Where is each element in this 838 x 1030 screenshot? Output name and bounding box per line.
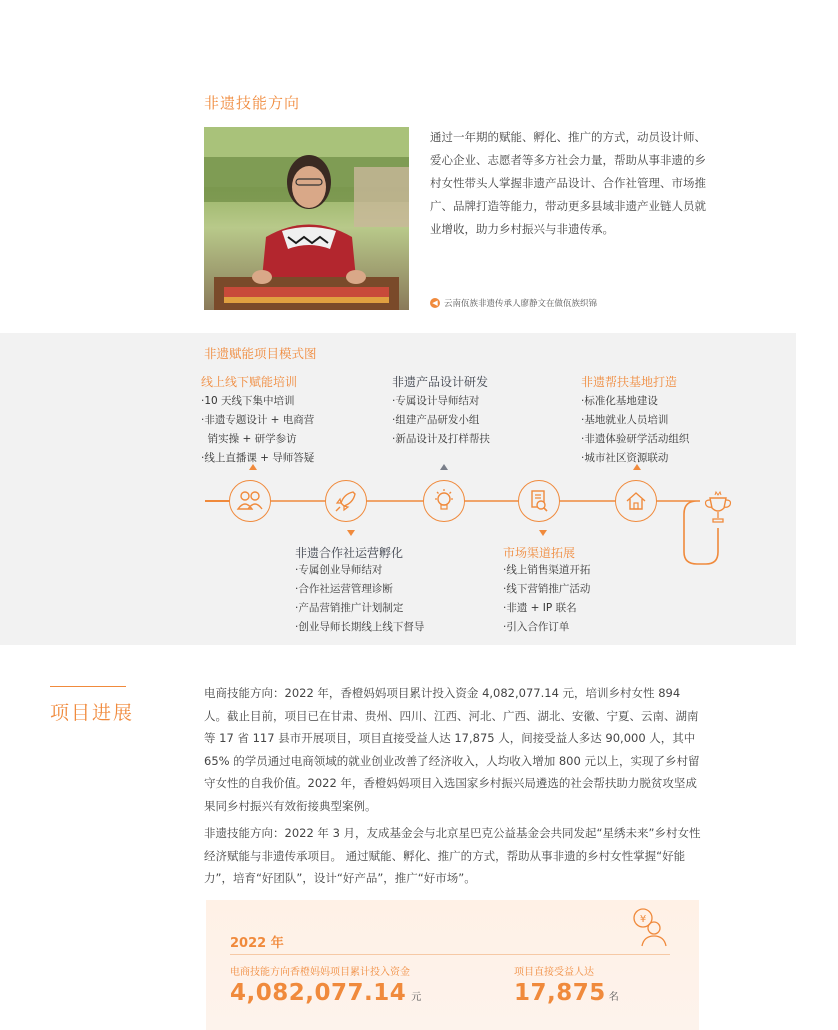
group-coop-title: 非遗合作社运营孵化 xyxy=(295,546,404,560)
group-training-list xyxy=(201,392,314,468)
svg-text:¥: ¥ xyxy=(639,914,647,925)
stat-investment-value: 4,082,077.14 xyxy=(230,980,407,1006)
list-item: ·非遗 + IP 联名 xyxy=(503,602,577,614)
progress-paragraph-heritage: 非遗技能方向：2022 年 3 月，友成基金会与北京星巴克公益基金会共同发起“星绣未来”乡村女性经济赋能与非遗传承项目。 通过赋能、孵化、推广的方式，帮助从事非遗的乡村女性掌握“好能力”，培育“好团队”，设计“好产品”，推广“好市场”。 xyxy=(204,826,701,885)
home-icon xyxy=(616,481,656,521)
step-base xyxy=(615,480,657,522)
progress-title: 项目进展 xyxy=(50,702,135,724)
step-market xyxy=(518,480,560,522)
progress-paragraph-ecommerce: 电商技能方向：2022 年，香橙妈妈项目累计投入资金 4,082,077.14 元，培训乡村女性 894 人。截止目前，项目已在甘肃、贵州、四川、江西、河北、广西、湖北、安徽、宁夏、云南、湖南等 17 省 117 县市开展项目，项目直接受益人达 17,875 人，间接受益人多达 90,000 人，其中 65% 的学员通过电商领域的就业创业改善了经济收入，人均收入增加 800 元以上，实现了乡村留守女性的自我价值。2022 年，香橙妈妈项目入选国家乡村振兴局遴选的社会帮扶助力脱贫攻坚成果同乡村振兴有效衔接典型案例。 xyxy=(204,686,700,813)
list-item: ·10 天线下集中培训 xyxy=(201,395,295,407)
list-item: ·专属创业导师结对 xyxy=(295,564,383,576)
group-coop-list xyxy=(295,561,424,637)
stat-beneficiaries-value: 17,875 xyxy=(514,980,606,1006)
step-incubation xyxy=(325,480,367,522)
diagram-title: 非遗赋能项目模式图 xyxy=(204,346,317,361)
skills-intro: 通过一年期的赋能、孵化、推广的方式，动员设计师、爱心企业、志愿者等多方社会力量，帮助从事非遗的乡村女性带头人掌握非遗产品设计、合作社管理、市场推广、品牌打造等能力，带动更多县域非遗产业链人员就业增收，助力乡村振兴与非遗传承。 xyxy=(430,130,706,236)
list-item: ·引入合作订单 xyxy=(503,621,570,633)
list-item: ·标准化基地建设 xyxy=(581,395,658,407)
list-item: ·专属设计导师结对 xyxy=(392,395,480,407)
step-training xyxy=(229,480,271,522)
list-item: ·非遗体验研学活动组织 xyxy=(581,433,690,445)
group-base-list xyxy=(581,392,689,468)
stat-beneficiaries xyxy=(514,980,619,1006)
camera-icon: ◀ xyxy=(430,298,440,308)
stats-year: 2022 年 xyxy=(230,936,284,951)
stat-investment-unit: 元 xyxy=(411,992,422,1003)
lightbulb-icon xyxy=(424,481,464,521)
group-training-title: 线上线下赋能培训 xyxy=(201,375,298,389)
stat-investment-label: 电商技能方向香橙妈妈项目累计投入资金 xyxy=(230,967,410,978)
list-item: ·产品营销推广计划制定 xyxy=(295,602,404,614)
group-market-title: 市场渠道拓展 xyxy=(503,546,576,560)
document-search-icon xyxy=(519,481,559,521)
arrow-down-icon xyxy=(539,530,547,536)
list-item: ·线上销售渠道开拓 xyxy=(503,564,591,576)
photo-caption xyxy=(430,297,597,309)
list-item: ·城市社区资源联动 xyxy=(581,452,669,464)
stats-divider xyxy=(230,954,670,955)
investment-icon xyxy=(630,906,670,952)
list-item: ·组建产品研发小组 xyxy=(392,414,480,426)
timeline-start xyxy=(205,500,230,502)
rocket-icon xyxy=(326,481,366,521)
group-design-title: 非遗产品设计研发 xyxy=(392,375,489,389)
list-item: ·线上直播课 + 导师答疑 xyxy=(201,452,315,464)
list-item: ·合作社运营管理诊断 xyxy=(295,583,393,595)
list-item: ·基地就业人员培训 xyxy=(581,414,669,426)
weaver-photo xyxy=(204,127,409,310)
group-design-list xyxy=(392,392,490,449)
group-base-title: 非遗帮扶基地打造 xyxy=(581,375,678,389)
stat-investment xyxy=(230,980,421,1006)
people-icon xyxy=(230,481,270,521)
list-item: ·线下营销推广活动 xyxy=(503,583,591,595)
section-title-skills: 非遗技能方向 xyxy=(204,94,301,112)
stat-beneficiaries-unit: 名 xyxy=(608,992,619,1003)
list-item: ·非遗专题设计 + 电商营 销实操 + 研学参访 xyxy=(201,414,315,445)
section-rule xyxy=(50,686,126,687)
trophy-icon xyxy=(700,490,736,532)
group-market-list xyxy=(503,561,590,637)
list-item: ·新品设计及打样帮扶 xyxy=(392,433,490,445)
step-design xyxy=(423,480,465,522)
photo-caption-text: 云南佤族非遗传承人廖静文在做佤族织锦 xyxy=(444,299,598,309)
list-item: ·创业导师长期线上线下督导 xyxy=(295,621,425,633)
stat-beneficiaries-label: 项目直接受益人达 xyxy=(514,967,594,978)
arrow-down-icon xyxy=(347,530,355,536)
